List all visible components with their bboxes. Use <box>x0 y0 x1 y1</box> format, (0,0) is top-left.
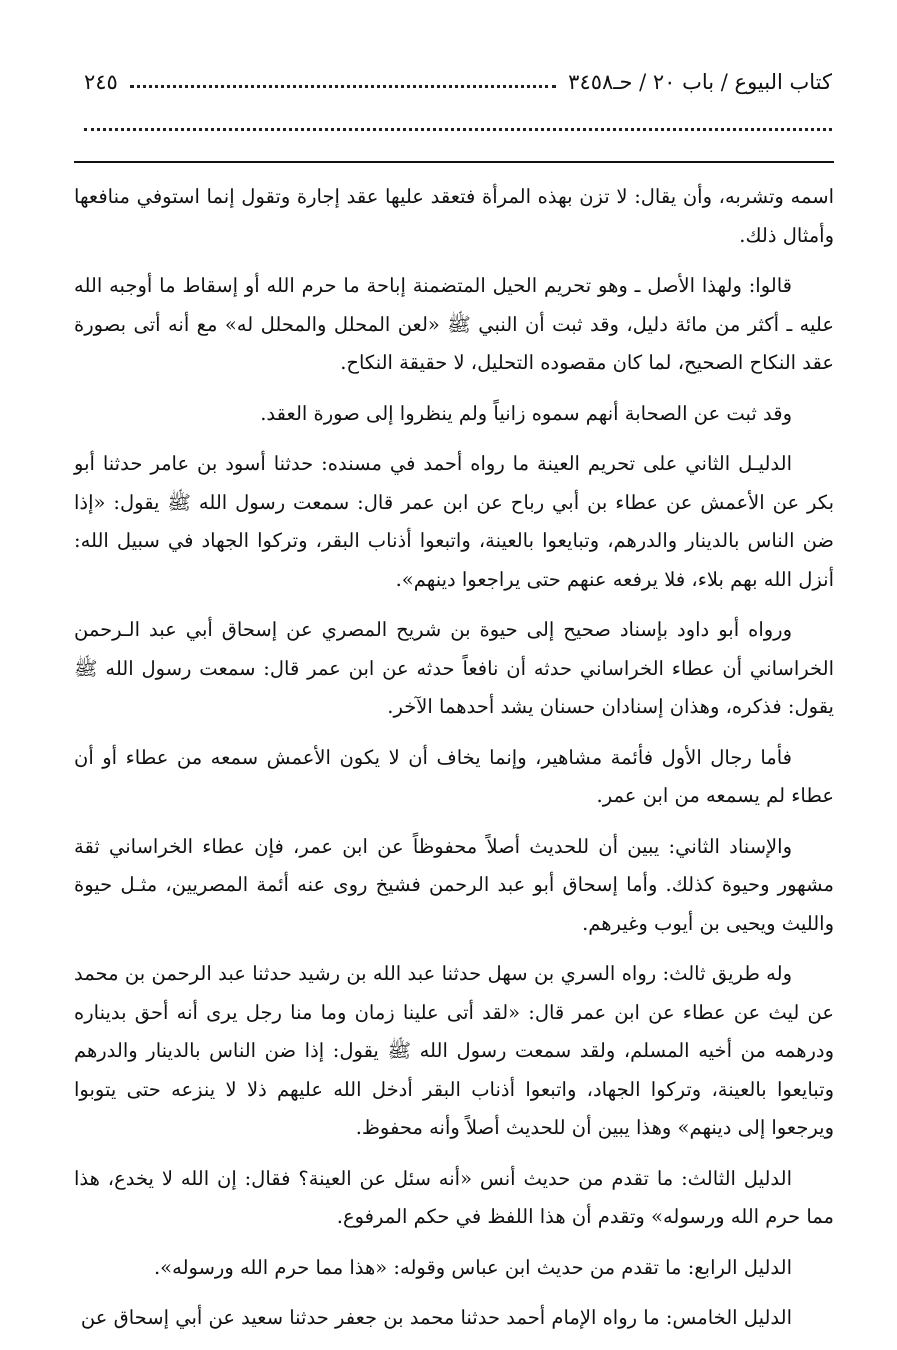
header-dot-leader <box>130 85 556 88</box>
page-number: ٢٤٥ <box>84 70 118 94</box>
footnote-dot-separator <box>84 128 832 131</box>
paragraph: الدليل الخامس: ما رواه الإمام أحمد حدثنا محمد بن جعفر حدثنا سعيد عن أبي إسحاق عن <box>80 1306 792 1329</box>
paragraph: وله طريق ثالث: رواه السري بن سهل حدثنا عبد الله بن رشيد حدثنا عبد الرحمن بن محمد عن ليث عن عطاء عن ابن عمر قال: «لقد أتى علينا زمان وما منا رجل يرى أنه أحق بديناره ودرهمه من أخيه المسلم، ولقد سمعت رسول الله ﷺ يقول: إذا ضن الناس بالدينار والدرهم وتبايعوا بالعينة، وتركوا الجهاد، واتبعوا أذناب البقر أدخل الله عليهم ذلا لا ينزعه حتى يتوبوا ويرجعوا إلى دينهم» وهذا يبين أن للحديث أصلاً وأنه محفوظ. <box>74 962 834 1139</box>
paragraph: الدليل الثالث: ما تقدم من حديث أنس «أنه سئل عن العينة؟ فقال: إن الله لا يخدع، هذا مما حرم الله ورسوله» وتقدم أن هذا اللفظ في حكم المرفوع. <box>74 1166 834 1228</box>
running-title: كتاب البيوع / باب ٢٠ / حـ٣٤٥٨ <box>568 70 832 94</box>
paragraph: الدليل الرابع: ما تقدم من حديث ابن عباس وقوله: «هذا مما حرم الله ورسوله». <box>153 1255 792 1279</box>
paragraph: والإسناد الثاني: يبين أن للحديث أصلاً محفوظاً عن ابن عمر، فإن عطاء الخراساني ثقة مشهور وحيوة كذلك. وأما إسحاق أبو عبد الرحمن فشيخ روى عنه أئمة المصريين، مثـل حيوة والليث ويحيى بن أيوب وغيرهم. <box>74 834 834 935</box>
paragraph: وقد ثبت عن الصحابة أنهم سموه زانياً ولم ينظروا إلى صورة العقد. <box>260 401 792 425</box>
paragraph: فأما رجال الأول فأئمة مشاهير، وإنما يخاف أن لا يكون الأعمش سمعه من عطاء أو أن عطاء لم يسمعه من ابن عمر. <box>74 745 834 807</box>
page-body <box>74 178 834 1350</box>
page-header <box>84 62 832 102</box>
paragraph: قالوا: ولهذا الأصل ـ وهو تحريم الحيل المتضمنة إباحة ما حرم الله أو إسقاط ما أوجبه الله عليه ـ أكثر من مائة دليل، وقد ثبت أن النبي ﷺ «لعن المحلل والمحلل له» مع أنه أتى بصورة عقد النكاح الصحيح، لما كان مقصوده التحليل، لا حقيقة النكاح. <box>74 274 834 374</box>
header-rule <box>74 161 834 163</box>
paragraph: الدليـل الثاني على تحريم العينة ما رواه أحمد في مسنده: حدثنا أسود بن عامر حدثنا أبو بكر عن الأعمش عن عطاء بن أبي رباح عن ابن عمر قال: سمعت رسول الله ﷺ يقول: «إذا ضن الناس بالدينار والدرهم، وتبايعوا بالعينة، واتبعوا أذناب البقر، وتركوا الجهاد في سبيل الله: أنزل الله بهم بلاء، فلا يرفعه عنهم حتى يراجعوا دينهم». <box>74 452 834 591</box>
paragraph: ورواه أبو داود بإسناد صحيح إلى حيوة بن شريح المصري عن إسحاق أبي عبد الـرحمن الخراساني أن عطاء الخراساني حدثه أن نافعاً حدثه عن ابن عمر قال: سمعت رسول الله ﷺ يقول: فذكره، وهذان إسنادان حسنان يشد أحدهما الآخر. <box>74 618 834 718</box>
paragraph-continuation: اسمه وتشربه، وأن يقال: لا تزن بهذه المرأة فتعقد عليها عقد إجارة وتقول إنما استوفي منافعها وأمثال ذلك. <box>74 185 834 247</box>
